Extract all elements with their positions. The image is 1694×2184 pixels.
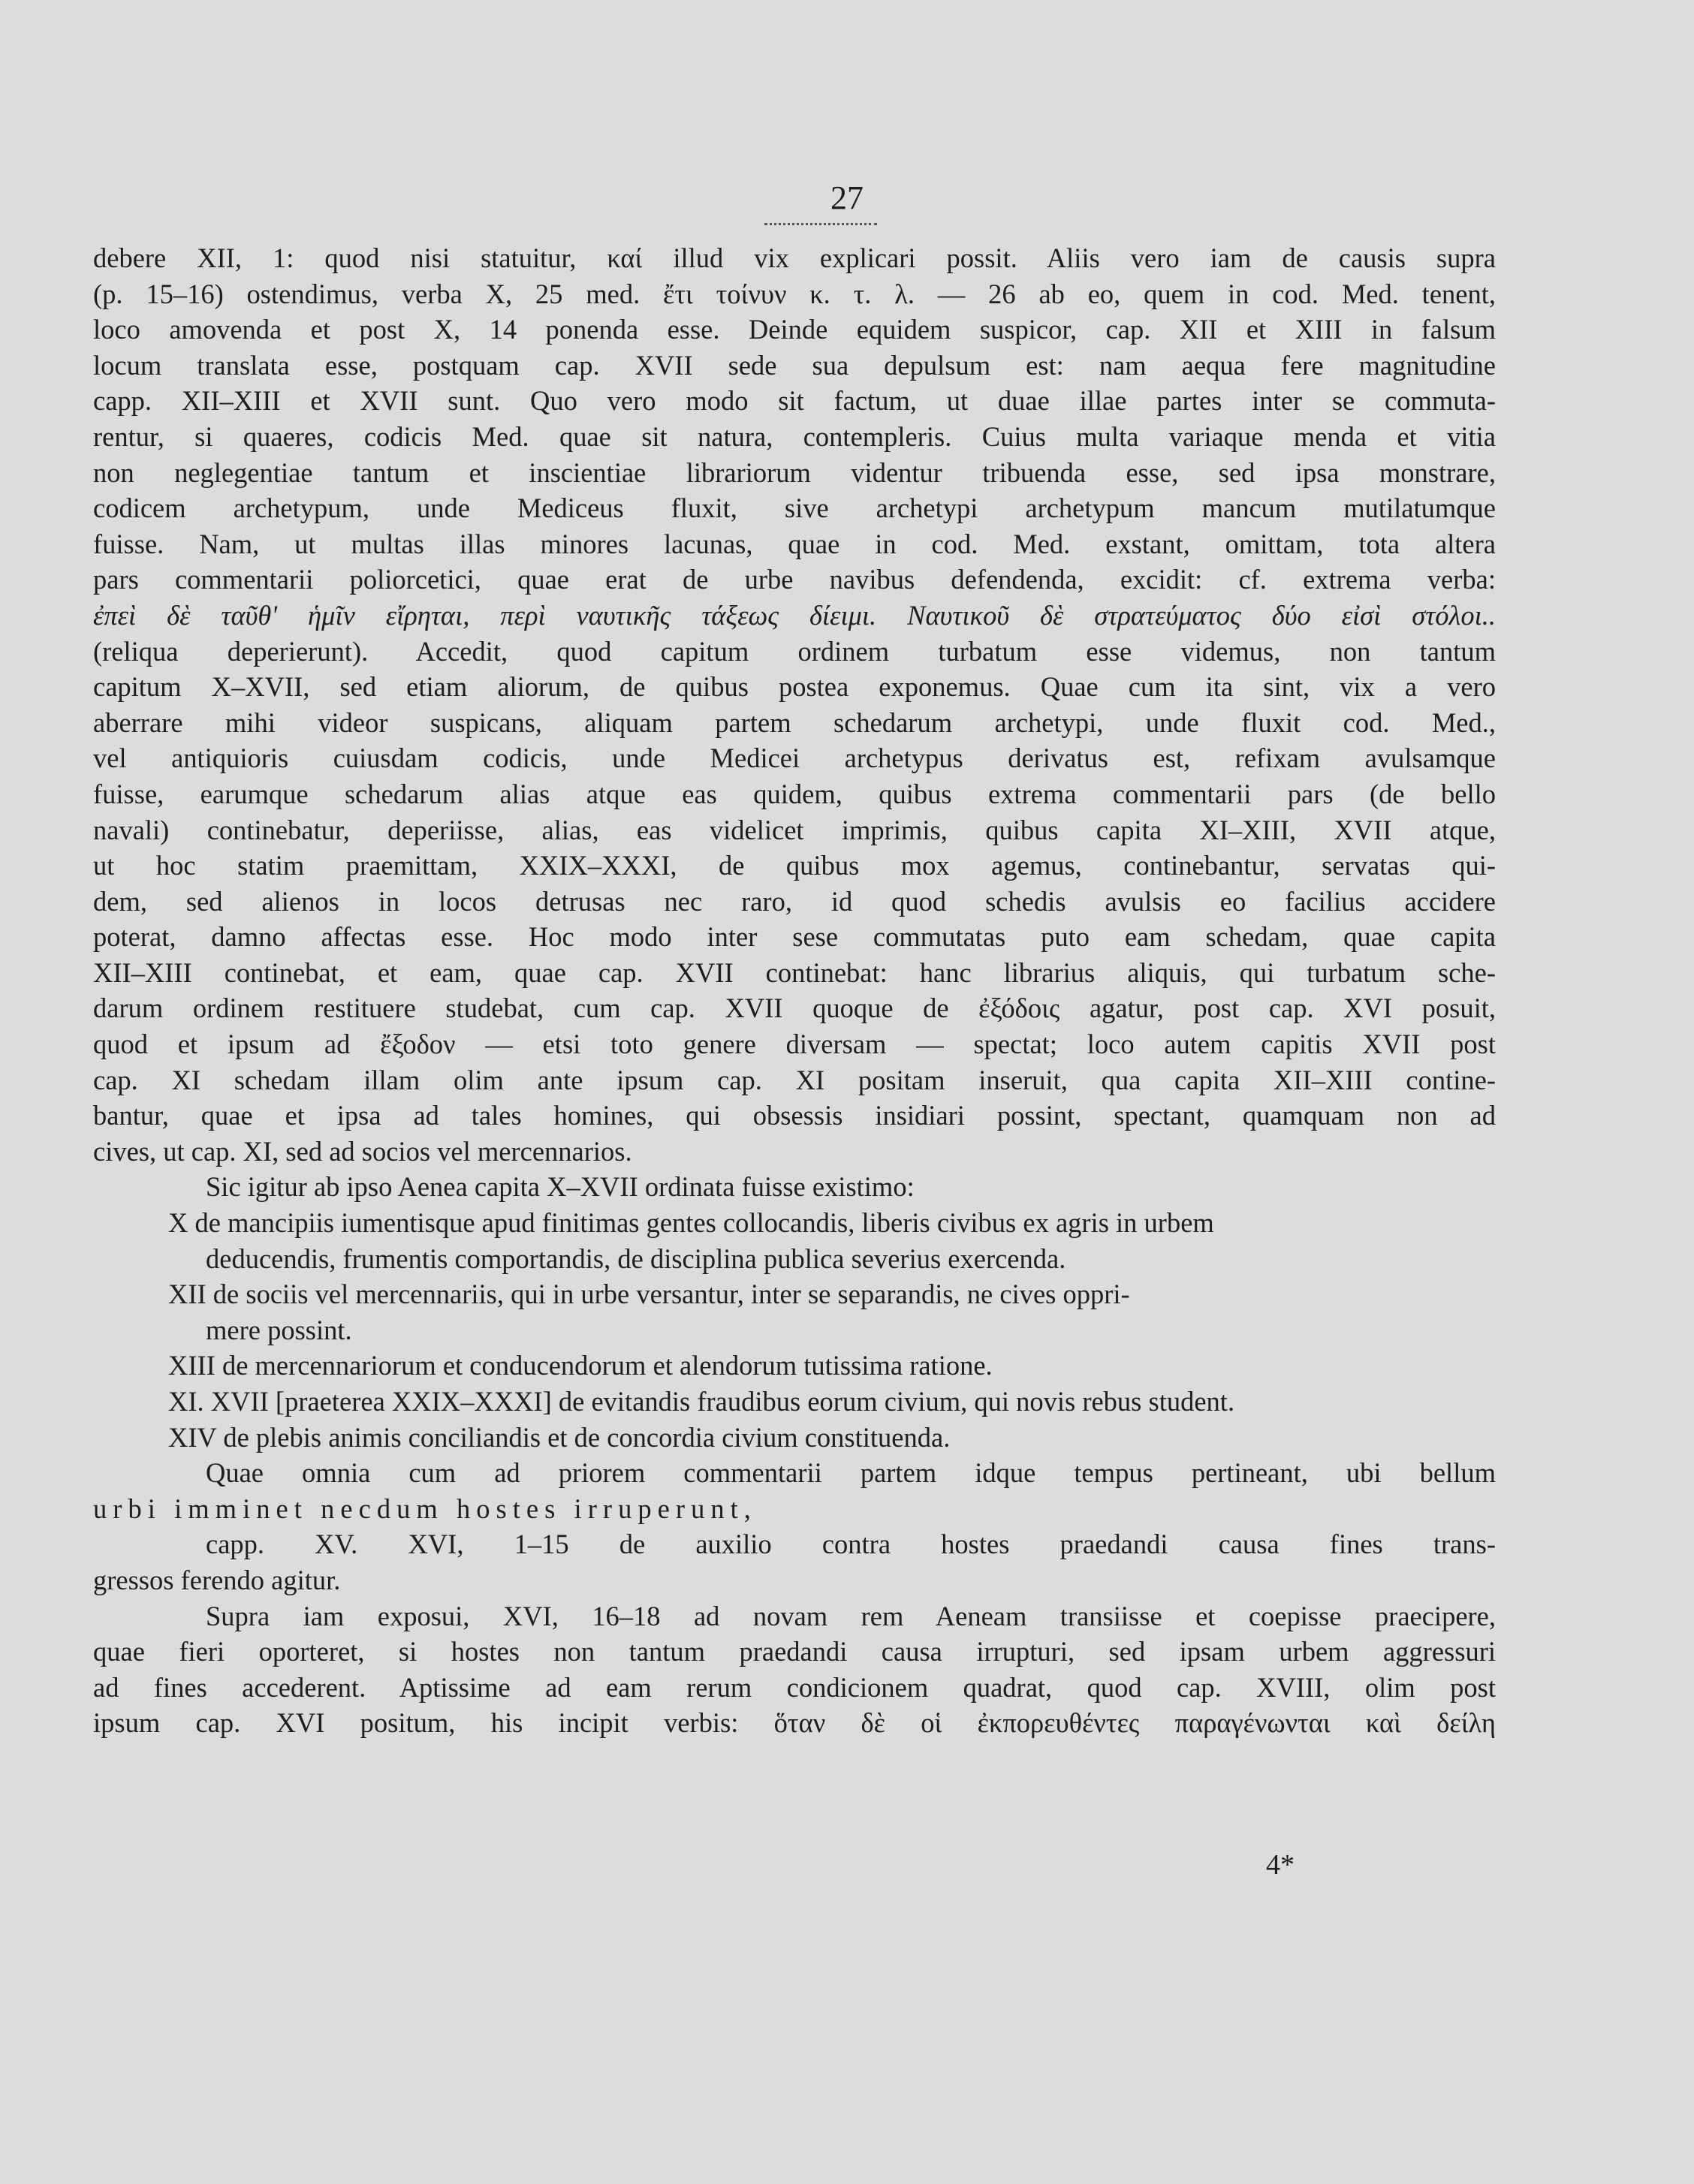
text-line: darum ordinem restituere studebat, cum cap. XVII quoque de ἐξόδοις agatur, post cap. XVI posuit,: [93, 993, 1496, 1024]
text-line: dem, sed alienos in locos detrusas nec raro, id quod schedis avulsis eo facilius accidere: [93, 885, 1496, 917]
text-line: urbi imminet necdum hostes irruperunt,: [93, 1493, 757, 1524]
text-line: gressos ferendo agitur.: [93, 1564, 341, 1595]
text-line: fuisse. Nam, ut multas illas minores lacunas, quae in cod. Med. exstant, omittam, tota altera: [93, 528, 1496, 559]
text-line: ad fines accederent. Aptissime ad eam rerum condicionem quadrat, quod cap. XVIII, olim post: [93, 1671, 1496, 1703]
text-line: ut hoc statim praemittam, XXIX–XXXI, de quibus mox agemus, continebantur, servatas qui-: [93, 850, 1496, 881]
text-line: capp. XV. XVI, 1–15 de auxilio contra hostes praedandi causa fines trans-: [206, 1529, 1496, 1560]
text-line: Sic igitur ab ipso Aenea capita X–XVII ordinata fuisse existimo:: [206, 1171, 915, 1203]
text-line: cives, ut cap. XI, sed ad socios vel mercennarios.: [93, 1135, 632, 1167]
text-line: ἐπεὶ δὲ ταῦθ' ἡμῖν εἴρηται, περὶ ναυτικῆς τάξεως δίειμι. Ναυτικοῦ δὲ στρατεύματος δύο εἰσὶ στόλοι..: [93, 599, 1496, 631]
body-text: [93, 240, 1496, 1741]
signature-mark: 4*: [1266, 1849, 1295, 1881]
text-line: XII de sociis vel mercennariis, qui in urbe versantur, inter se separandis, ne cives oppri-: [168, 1279, 1130, 1310]
text-line: bantur, quae et ipsa ad tales homines, qui obsessis insidiari possint, spectant, quamquam non ad: [93, 1100, 1496, 1131]
text-line: XIII de mercennariorum et conducendorum et alendorum tutissima ratione.: [168, 1350, 993, 1381]
text-line: codicem archetypum, unde Mediceus fluxit, sive archetypi archetypum mancum mutilatumque: [93, 493, 1496, 524]
text-line: deducendis, frumentis comportandis, de disciplina publica severius exercenda.: [206, 1243, 1066, 1274]
text-line: debere XII, 1: quod nisi statuitur, καί illud vix explicari possit. Aliis vero iam de causis supra: [93, 242, 1496, 273]
text-line: rentur, si quaeres, codicis Med. quae sit natura, contempleris. Cuius multa variaque menda et vitia: [93, 420, 1496, 452]
text-line: XI. XVII [praeterea XXIX–XXXI] de evitandis fraudibus eorum civium, qui novis rebus student.: [168, 1386, 1235, 1417]
text-line: locum translata esse, postquam cap. XVII sede sua depulsum est: nam aequa fere magnitudine: [93, 349, 1496, 381]
text-line: capitum X–XVII, sed etiam aliorum, de quibus postea exponemus. Quae cum ita sint, vix a vero: [93, 671, 1496, 703]
text-line: cap. XI schedam illam olim ante ipsum cap. XI positam inseruit, qua capita XII–XIII contine-: [93, 1064, 1496, 1095]
text-line: (reliqua deperierunt). Accedit, quod capitum ordinem turbatum esse videmus, non tantum: [93, 635, 1496, 667]
text-line: aberrare mihi videor suspicans, aliquam partem schedarum archetypi, unde fluxit cod. Med.,: [93, 706, 1496, 738]
text-line: Quae omnia cum ad priorem commentarii partem idque tempus pertineant, ubi bellum: [206, 1457, 1496, 1489]
text-line: Supra iam exposui, XVI, 16–18 ad novam rem Aeneam transiisse et coepisse praecipere,: [206, 1600, 1496, 1631]
text-line: X de mancipiis iumentisque apud finitimas gentes collocandis, liberis civibus ex agris in urbem: [168, 1207, 1214, 1239]
text-line: poterat, damno affectas esse. Hoc modo inter sese commutatas puto eam schedam, quae capita: [93, 921, 1496, 953]
text-line: mere possint.: [206, 1314, 352, 1345]
text-line: (p. 15–16) ostendimus, verba X, 25 med. ἔτι τοίνυν κ. τ. λ. — 26 ab eo, quem in cod. Med. tenent,: [93, 278, 1496, 309]
page-number-rule: [764, 223, 877, 231]
text-line: XIV de plebis animis conciliandis et de concordia civium constituenda.: [168, 1421, 951, 1453]
text-line: capp. XII–XIII et XVII sunt. Quo vero modo sit factum, ut duae illae partes inter se commuta-: [93, 385, 1496, 417]
text-line: fuisse, earumque schedarum alias atque eas quidem, quibus extrema commentarii pars (de bello: [93, 778, 1496, 809]
text-line: pars commentarii poliorcetici, quae erat de urbe navibus defendenda, excidit: cf. extrema verba:: [93, 564, 1496, 595]
page-number: 27: [830, 179, 864, 216]
text-line: navali) continebatur, deperiisse, alias, eas videlicet imprimis, quibus capita XI–XIII, XVII atque,: [93, 814, 1496, 845]
text-line: vel antiquioris cuiusdam codicis, unde Medicei archetypus derivatus est, refixam avulsamque: [93, 743, 1496, 774]
text-line: non neglegentiae tantum et inscientiae librariorum videntur tribuenda esse, sed ipsa monstrare,: [93, 456, 1496, 488]
text-line: loco amovenda et post X, 14 ponenda esse. Deinde equidem suspicor, cap. XII et XIII in falsum: [93, 314, 1496, 345]
text-line: quod et ipsum ad ἔξοδον — etsi toto genere diversam — spectat; loco autem capitis XVII post: [93, 1029, 1496, 1060]
text-line: XII–XIII continebat, et eam, quae cap. XVII continebat: hanc librarius aliquis, qui turbatum sche-: [93, 956, 1496, 988]
text-line: ipsum cap. XVI positum, his incipit verbis: ὅταν δὲ οἱ ἐκπορευθέντες παραγένωνται καὶ δείλη: [93, 1707, 1496, 1739]
text-line: quae fieri oporteret, si hostes non tantum praedandi causa irrupturi, sed ipsam urbem aggressuri: [93, 1636, 1496, 1667]
